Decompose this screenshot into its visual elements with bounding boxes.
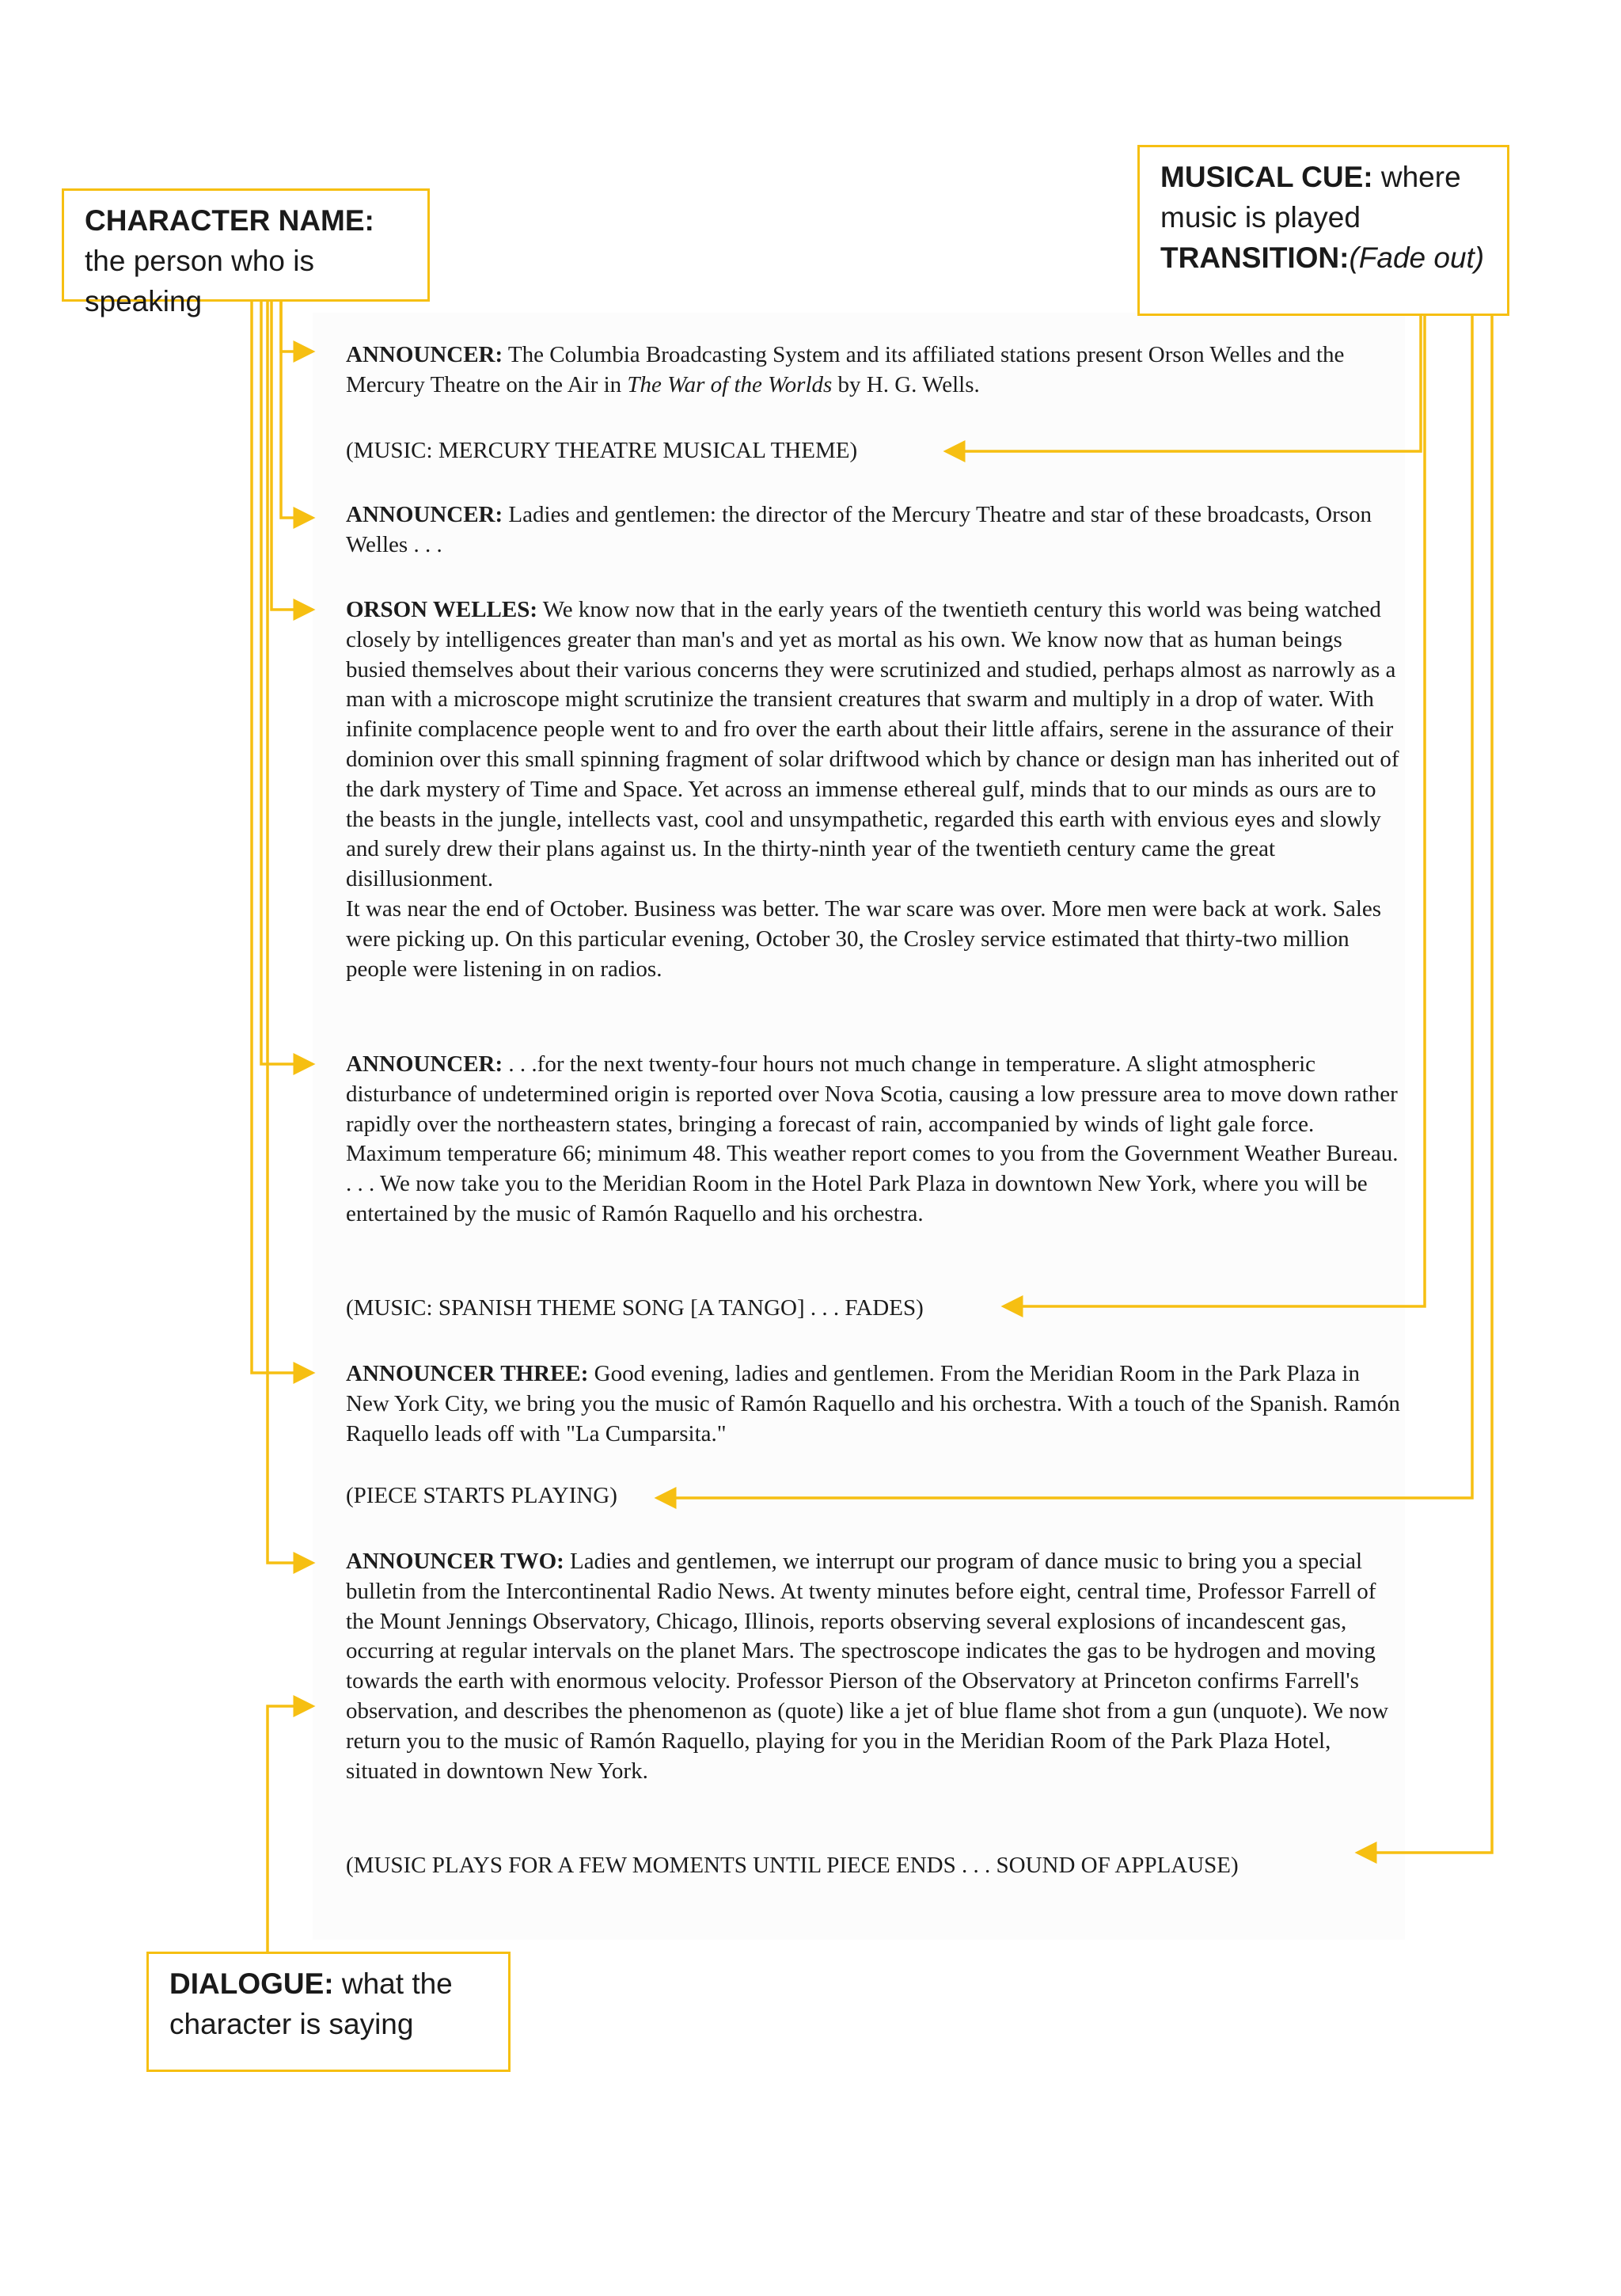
annotation-description-transition: (Fade out): [1349, 241, 1485, 274]
dialogue-text: The Columbia Broadcasting System and its affiliated stations present Orson Welles and the Mercury Theatre on the Air in: [346, 342, 1350, 397]
character-name: ANNOUNCER:: [346, 342, 503, 367]
connector-character-orson: [271, 299, 313, 610]
annotation-musical-cue: [1137, 145, 1509, 316]
connector-cue-spanish-theme: [1004, 315, 1425, 1306]
annotation-heading: MUSICAL CUE:: [1160, 161, 1373, 193]
music-cue-text: (MUSIC: MERCURY THEATRE MUSICAL THEME): [346, 438, 858, 463]
connector-cue-piece-starts: [657, 315, 1472, 1498]
annotation-description: what the character is saying: [169, 1967, 453, 2040]
music-cue-text: (PIECE STARTS PLAYING): [346, 1483, 617, 1508]
dialogue-text: . . .for the next twenty-four hours not much change in temperature. A slight atmospheric disturbance of undetermined origin is reported over Nova Scotia, causing a low pressure area to move down rather rapidly over the northeastern states, bringing a forecast of rain, accompanied by winds of light gale force. Maximum temperature 66; minimum 48. This weather report comes to you from the Government Weather Bureau. . . . We now take you to the Meridian Room in the Hotel Park Plaza in downtown New York, where you will be entertained by the music of Ramón Raquello and his orchestra.: [346, 1051, 1404, 1226]
dialogue-text: We know now that in the early years of the twentieth century this world was being watched closely by intelligences greater than man's and yet as mortal as his own. We know now that as human beings busied themselves about their various concerns they were scrutinized and studied, perhaps almost as narrowly as a man with a microscope might scrutinize the transient creatures that swarm and multiply in a drop of water. With infinite complacence people went to and fro over the earth about their little affairs, serene in the assurance of their dominion over this small spinning fragment of solar driftwood which by chance or design man has inherited out of the dark mystery of Time and Space. Yet across an immense ethereal gulf, minds that to our minds as ours are to the beasts in the jungle, intellects vast, cool and unsympathetic, regarded this earth with envious eyes and slowly and surely drew their plans against us. In the thirty-ninth year of the twentieth century came the great disillusionment.: [346, 597, 1405, 892]
connector-dialogue: [268, 1706, 313, 1954]
annotation-heading: DIALOGUE:: [169, 1967, 334, 2000]
annotation-character-name: [62, 188, 430, 317]
music-cue-text: (MUSIC PLAYS FOR A FEW MOMENTS UNTIL PIECE ENDS . . . SOUND OF APPLAUSE): [346, 1853, 1239, 1878]
character-name: ANNOUNCER:: [346, 1051, 503, 1077]
work-title: The War of the Worlds: [627, 371, 833, 397]
dialogue-text: Ladies and gentlemen: the director of the Mercury Theatre and star of these broadcasts, Orson Welles . . .: [346, 502, 1377, 557]
music-cue-text: (MUSIC: SPANISH THEME SONG [A TANGO] . . . FADES): [346, 1295, 924, 1321]
character-name: ORSON WELLES:: [346, 597, 538, 622]
dialogue-text: by H. G. Wells.: [832, 371, 980, 397]
character-name: ANNOUNCER TWO:: [346, 1549, 564, 1574]
annotation-heading: CHARACTER NAME:: [85, 204, 374, 237]
annotation-heading-transition: TRANSITION:: [1160, 241, 1350, 274]
dialogue-text: Good evening, ladies and gentlemen. From the Meridian Room in the Park Plaza in New York City, we bring you the music of Ramón Raquello and his orchestra. With a touch of the Spanish. Ramón Raquello leads off with "La Cumparsita.": [346, 1361, 1407, 1446]
character-name: ANNOUNCER THREE:: [346, 1361, 589, 1386]
character-name: ANNOUNCER:: [346, 502, 503, 527]
connector-cue-mercury-theme: [946, 315, 1421, 451]
annotation-description: where music is played: [1160, 161, 1461, 234]
connector-character-announcer-2: [281, 299, 313, 518]
annotation-description: the person who is speaking: [85, 245, 315, 317]
annotation-dialogue: [146, 1952, 511, 2072]
dialogue-text-continued: It was near the end of October. Business was better. The war scare was over. More men were back at work. Sales were picking up. On this particular evening, October 30, the Crosley service estimated that thirty-two million people were listening in on radios.: [346, 895, 1388, 982]
dialogue-text: Ladies and gentlemen, we interrupt our program of dance music to bring you a special bulletin from the Intercontinental Radio News. At twenty minutes before eight, central time, Professor Farrell of the Mount Jennings Observatory, Chicago, Illinois, reports observing several explosions of incandescent gas, occurring at regular intervals on the planet Mars. The spectroscope indicates the gas to be hydrogen and moving towards the earth with enormous velocity. Professor Pierson of the Observatory at Princeton confirms Farrell's observation, and describes the phenomenon as (quote) like a jet of blue flame shot from a gun (unquote). We now return you to the music of Ramón Raquello, playing for you in the Meridian Room of the Park Plaza Hotel, situated in downtown New York.: [346, 1549, 1395, 1784]
